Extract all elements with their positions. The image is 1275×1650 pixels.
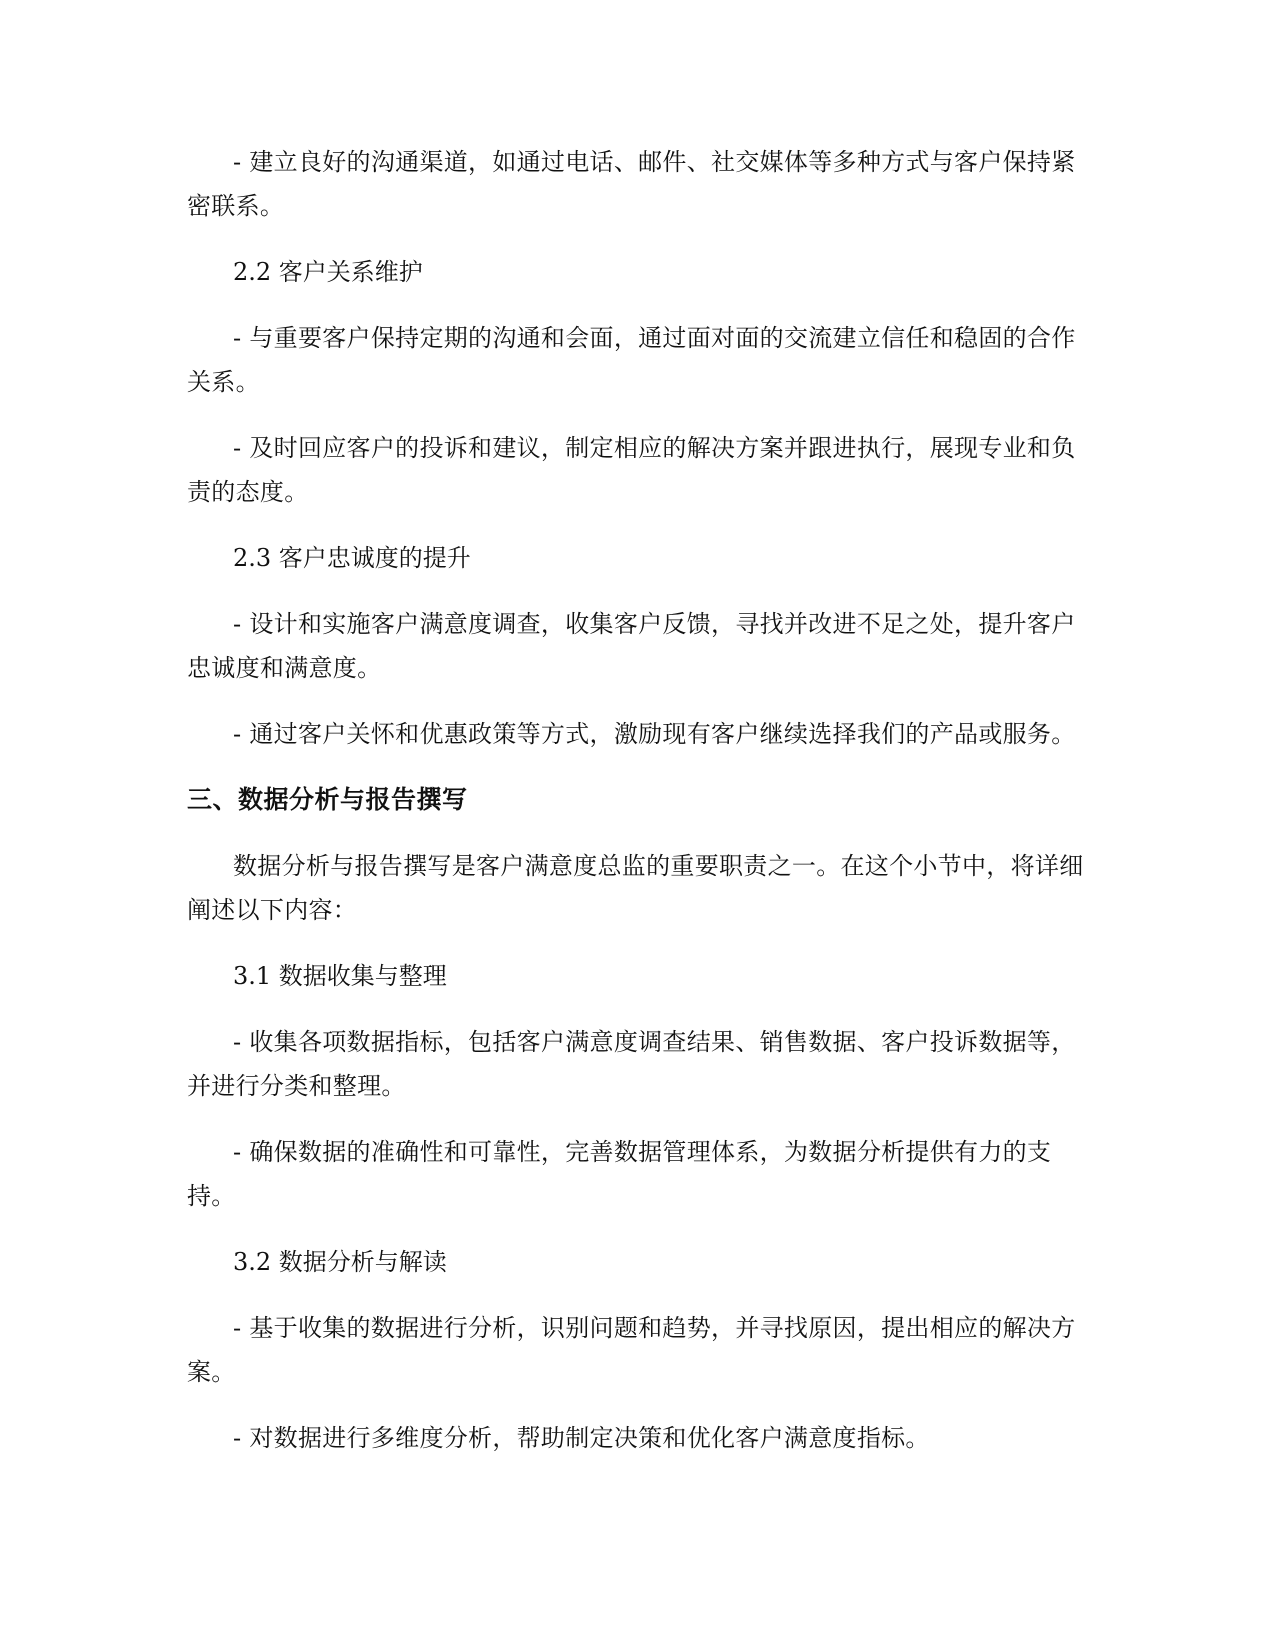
paragraph-communication-channels: - 建立良好的沟通渠道，如通过电话、邮件、社交媒体等多种方式与客户保持紧密联系。: [187, 148, 1076, 220]
paragraph-data-analysis: - 基于收集的数据进行分析，识别问题和趋势，并寻找原因，提出相应的解决方案。: [187, 1314, 1076, 1386]
paragraph-complaint-response: - 及时回应客户的投诉和建议，制定相应的解决方案并跟进执行，展现专业和负责的态度。: [187, 434, 1076, 506]
paragraph-satisfaction-survey: - 设计和实施客户满意度调查，收集客户反馈，寻找并改进不足之处，提升客户忠诚度和满意度。: [187, 610, 1076, 682]
paragraph-data-collection: - 收集各项数据指标，包括客户满意度调查结果、销售数据、客户投诉数据等，并进行分类和整理。: [187, 1028, 1076, 1100]
subsection-heading-2-2: 2.2 客户关系维护: [233, 258, 423, 286]
section-heading-3: 三、数据分析与报告撰写: [187, 785, 468, 814]
paragraph-customer-care: - 通过客户关怀和优惠政策等方式，激励现有客户继续选择我们的产品或服务。: [233, 720, 1076, 748]
document-body: [187, 140, 1087, 1482]
paragraph-data-accuracy: - 确保数据的准确性和可靠性，完善数据管理体系，为数据分析提供有力的支持。: [187, 1138, 1052, 1210]
subsection-heading-2-3: 2.3 客户忠诚度的提升: [233, 544, 471, 572]
subsection-heading-3-2: 3.2 数据分析与解读: [233, 1248, 447, 1276]
paragraph-multidimensional-analysis: - 对数据进行多维度分析，帮助制定决策和优化客户满意度指标。: [233, 1424, 930, 1452]
subsection-heading-3-1: 3.1 数据收集与整理: [233, 962, 447, 990]
paragraph-regular-meetings: - 与重要客户保持定期的沟通和会面，通过面对面的交流建立信任和稳固的合作关系。: [187, 324, 1076, 396]
paragraph-section-3-intro: 数据分析与报告撰写是客户满意度总监的重要职责之一。在这个小节中，将详细阐述以下内容：: [187, 852, 1084, 924]
